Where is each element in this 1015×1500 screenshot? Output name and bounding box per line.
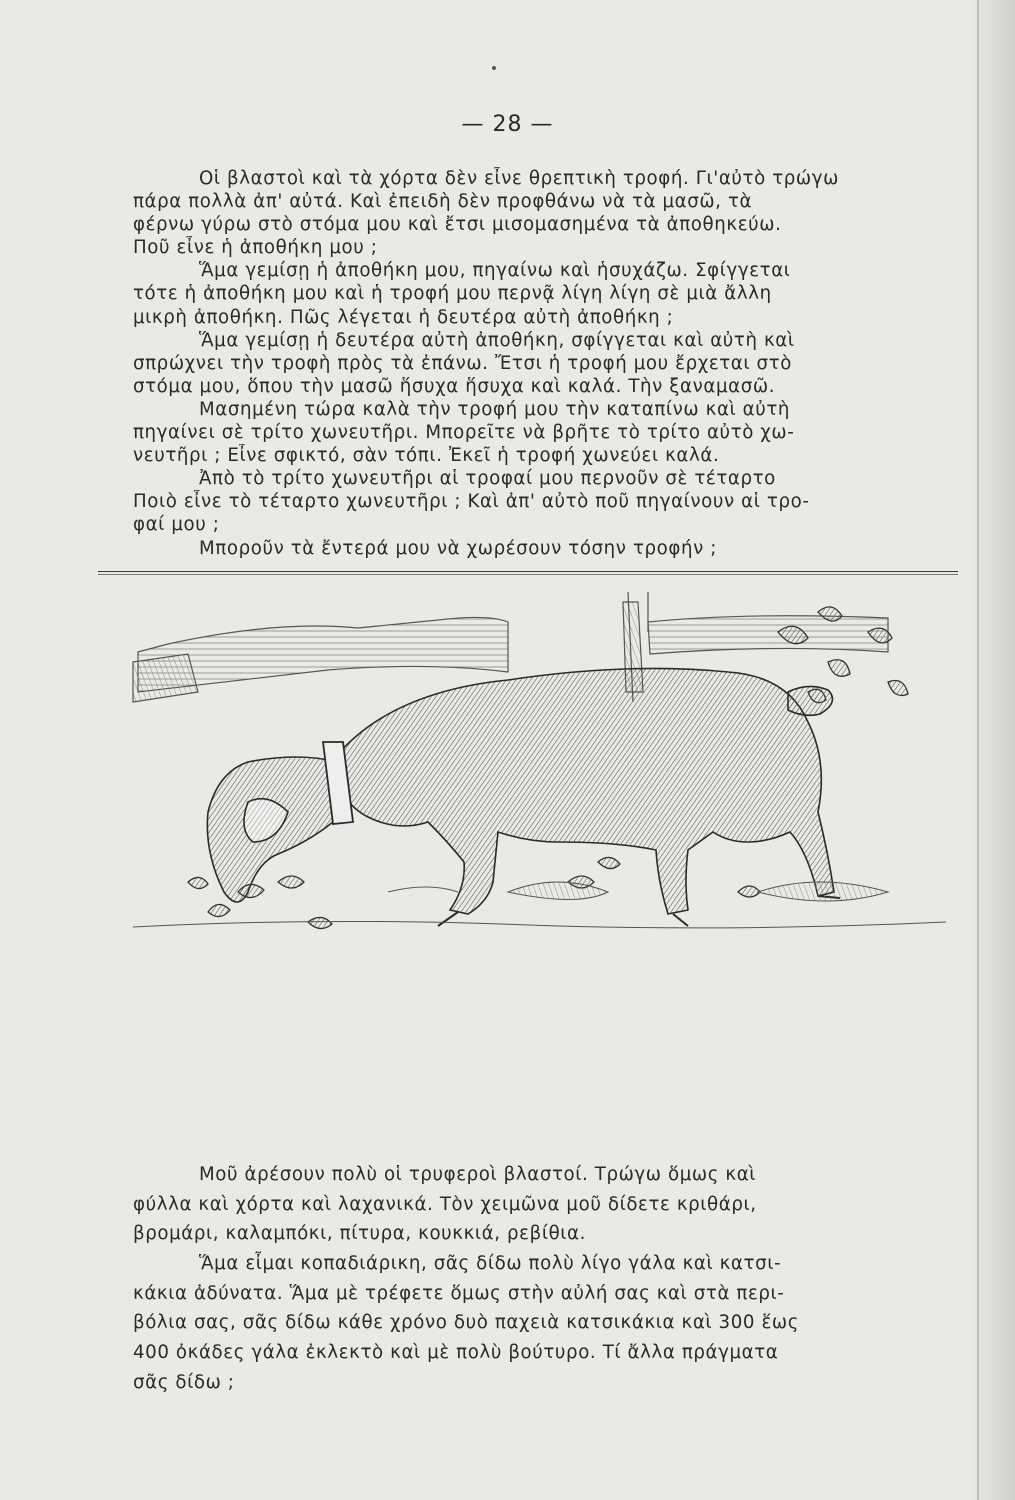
separator-rule-thin bbox=[98, 574, 958, 575]
upper-text-line: Ποιὸ εἶνε τὸ τέταρτο χωνευτῆρι ; Καὶ ἀπ' αὐτὸ ποῦ πηγαίνουν αἱ τρο- bbox=[133, 491, 810, 513]
upper-text-line: φέρνω γύρω στὸ στόμα μου καὶ ἔτσι μισομασημένα τὰ ἀποθηκεύω. bbox=[133, 214, 782, 236]
print-speck bbox=[492, 66, 496, 70]
lower-paragraphs bbox=[133, 1160, 933, 1398]
lower-text-line: βρομάρι, καλαμπόκι, πίτυρα, κουκκιά, ρεβίθια. bbox=[133, 1223, 587, 1245]
upper-text-line: τότε ἡ ἀποθήκη μου καὶ ἡ τροφή μου περνᾷ λίγη λίγη σὲ μιὰ ἄλλη bbox=[133, 283, 772, 305]
lower-text-line: 400 ὀκάδες γάλα ἐκλεκτὸ καὶ μὲ πολὺ βούτυρο. Τί ἄλλα πράγματα bbox=[133, 1342, 779, 1364]
upper-text-line: νευτῆρι ; Εἶνε σφικτό, σὰν τόπι. Ἐκεῖ ἡ τροφή χωνεύει καλά. bbox=[133, 445, 720, 467]
lower-text-line: φύλλα καὶ χόρτα καὶ λαχανικά. Τὸν χειμῶνα μοῦ δίδετε κριθάρι, bbox=[133, 1193, 757, 1215]
upper-text-line: Μποροῦν τὰ ἔντερά μου νὰ χωρέσουν τόσην τροφήν ; bbox=[199, 537, 717, 559]
upper-text-line: στόμα μου, ὅπου τὴν μασῶ ἥσυχα ἥσυχα καὶ καλά. Τὴν ξαναμασῶ. bbox=[133, 375, 776, 397]
upper-text-line: Ποῦ εἶνε ἡ ἀποθήκη μου ; bbox=[133, 237, 378, 259]
upper-text-line: Μασημένη τώρα καλὰ τὴν τροφή μου τὴν καταπίνω καὶ αὐτὴ bbox=[199, 398, 791, 420]
upper-text-line: Ἅμα γεμίσῃ ἡ δευτέρα αὐτὴ ἀποθήκη, σφίγγεται καὶ αὐτὴ καὶ bbox=[199, 329, 795, 351]
page-edge bbox=[967, 0, 1015, 1500]
separator-rule bbox=[98, 571, 958, 572]
upper-text-line: πάρα πολλὰ ἀπ' αὐτά. Καὶ ἐπειδὴ δὲν προφθάνω νὰ τὰ μασῶ, τὰ bbox=[133, 191, 753, 213]
upper-text-line: σπρώχνει τὴν τροφὴ πρὸς τὰ ἐπάνω. Ἔτσι ἡ τροφή μου ἔρχεται στὸ bbox=[133, 352, 792, 374]
upper-paragraphs bbox=[133, 167, 933, 560]
lower-text-line: σᾶς δίδω ; bbox=[133, 1371, 235, 1393]
goat-engraving-icon bbox=[128, 592, 950, 937]
page-number: — 28 — bbox=[461, 112, 554, 137]
lower-text-line: Μοῦ ἀρέσουν πολὺ οἱ τρυφεροὶ βλαστοί. Τρώγω ὅμως καὶ bbox=[199, 1164, 757, 1185]
upper-text-line: Ἀπὸ τὸ τρίτο χωνευτῆρι αἱ τροφαί μου περνοῦν σὲ τέταρτο bbox=[199, 468, 776, 490]
upper-text-line: μικρὴ ἀποθήκη. Πῶς λέγεται ἡ δευτέρα αὐτὴ ἀποθήκη ; bbox=[133, 306, 674, 328]
lower-text-line: κάκια ἀδύνατα. Ἅμα μὲ τρέφετε ὅμως στὴν αὐλή σας καὶ στὰ περι- bbox=[133, 1282, 785, 1304]
lower-text-line: βόλια σας, σᾶς δίδω κάθε χρόνο δυὸ παχειὰ κατσικάκια καὶ 300 ἕως bbox=[133, 1312, 799, 1334]
page-binding-line bbox=[977, 0, 979, 1500]
lower-text-line: Ἅμα εἶμαι κοπαδιάρικη, σᾶς δίδω πολὺ λίγο γάλα καὶ κατσι- bbox=[199, 1253, 782, 1275]
upper-text-line: Οἱ βλαστοὶ καὶ τὰ χόρτα δὲν εἶνε θρεπτικὴ τροφή. Γι'αὐτὸ τρώγω bbox=[199, 168, 839, 189]
upper-text-line: φαί μου ; bbox=[133, 514, 220, 536]
upper-text-line: Ἅμα γεμίσῃ ἡ ἀποθήκη μου, πηγαίνω καὶ ἡσυχάζω. Σφίγγεται bbox=[199, 260, 791, 282]
upper-text-line: πηγαίνει σὲ τρίτο χωνευτῆρι. Μπορεῖτε νὰ βρῆτε τὸ τρίτο αὐτὸ χω- bbox=[133, 422, 795, 444]
